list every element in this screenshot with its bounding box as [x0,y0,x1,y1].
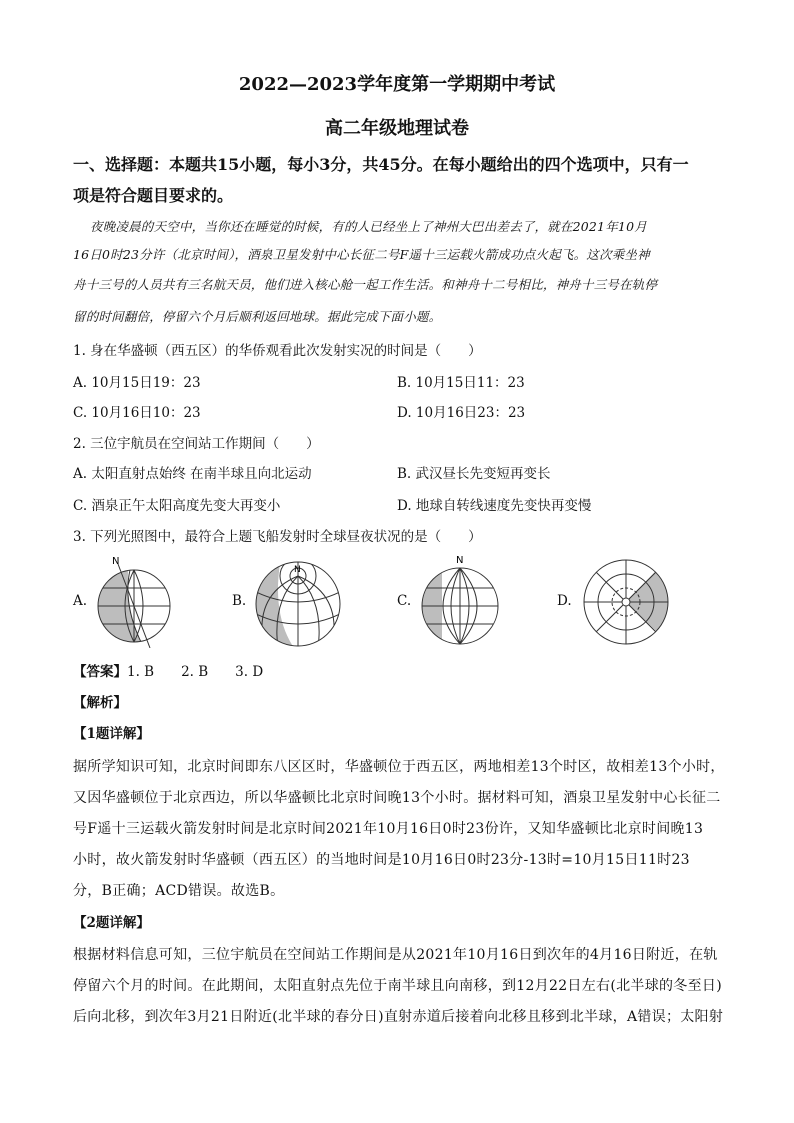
answer-line [73,660,263,680]
material-line-1: 夜晚凌晨的天空中，当你还在睡觉的时候，有的人已经坐上了神州大巴出差去了，就在2021年10月 [90,219,647,234]
detail-2-label: 【2题详解】 [73,915,150,931]
exam-subtitle: 高二年级地理试卷 [325,118,469,139]
q2-option-c: C. 酒泉正午太阳高度先变大再变小 [73,498,281,514]
detail-2-line-2: 停留六个月的时间。在此期间，太阳直射点先位于南半球且向南移，到12月22日左右(北半球的冬至日) [73,978,722,994]
detail-1-line-1: 据所学知识可知，北京时间即东八区区时，华盛顿位于西五区，两地相差13个时区，故相差13个小时， [73,759,725,775]
material-line-4: 留的时间翻倍，停留六个月后顺利返回地球。据此完成下面小题。 [73,309,442,324]
analysis-label: 【解析】 [73,695,127,711]
detail-2-line-3: 后向北移，到次年3月21日附近(北半球的春分日)直射赤道后接着向北移且移到北半球，A错误；太阳射 [73,1009,724,1025]
q2-option-a: A. 太阳直射点始终 在南半球且向北运动 [73,466,312,482]
globe-diagram-a [92,552,176,648]
globe-diagram-b [252,552,344,648]
detail-1-line-4: 小时，故火箭发射时华盛顿（西五区）的当地时间是10月16日0时23分-13时=10月15日11时23 [73,852,690,868]
globe-diagram-c [416,552,504,648]
globe-diagram-d [578,552,674,648]
north-label-b: N [294,565,301,575]
q2-option-d: D. 地球自转线速度先变快再变慢 [397,498,592,514]
section-heading-line-1: 一、选择题：本题共15小题，每小3分，共45分。在每小题给出的四个选项中，只有一 [73,155,689,174]
q1-option-b: B. 10月15日11：23 [397,375,525,391]
q3-label-b: B. [232,593,247,609]
detail-2-line-1: 根据材料信息可知，三位宇航员在空间站工作期间是从2021年10月16日到次年的4月16日附近，在轨 [73,947,718,963]
detail-1-line-3: 号F遥十三运载火箭发射时间是北京时间2021年10月16日0时23份许，又知华盛顿比北京时间晚13 [73,821,704,837]
question-3-stem: 3. 下列光照图中，最符合上题飞船发射时全球昼夜状况的是（ ） [73,529,482,545]
detail-1-line-2: 又因华盛顿位于北京西边，所以华盛顿比北京时间晚13个小时。据材料可知，酒泉卫星发射中心长征二 [73,790,721,806]
material-line-3: 舟十三号的人员共有三名航天员，他们进入核心舱一起工作生活。和神舟十二号相比，神舟十三号在轨停 [73,277,658,292]
north-label-c: N [456,555,464,566]
answer-items: 1. B 2. B 3. D [127,664,264,680]
question-1-stem: 1. 身在华盛顿（西五区）的华侨观看此次发射实况的时间是（ ） [73,343,482,359]
detail-1-line-5: 分，B正确；ACD错误。故选B。 [73,883,285,899]
section-heading-line-2: 项是符合题目要求的。 [73,186,234,205]
q1-option-c: C. 10月16日10：23 [73,405,201,421]
answer-label: 【答案】 [73,664,127,680]
detail-1-label: 【1题详解】 [73,726,150,742]
q3-label-d: D. [557,593,572,609]
q3-label-c: C. [397,593,412,609]
material-line-2: 16日0时23分许（北京时间），酒泉卫星发射中心长征二号F遥十三运载火箭成功点火起飞。这次乘坐神 [73,247,650,262]
q1-option-d: D. 10月16日23：23 [397,405,526,421]
north-label-a: N [112,556,120,567]
q3-label-a: A. [73,593,88,609]
question-2-stem: 2. 三位宇航员在空间站工作期间（ ） [73,436,320,452]
exam-title: 2022—2023学年度第一学期期中考试 [238,74,556,95]
q2-option-b: B. 武汉昼长先变短再变长 [397,466,551,482]
q1-option-a: A. 10月15日19：23 [73,375,201,391]
